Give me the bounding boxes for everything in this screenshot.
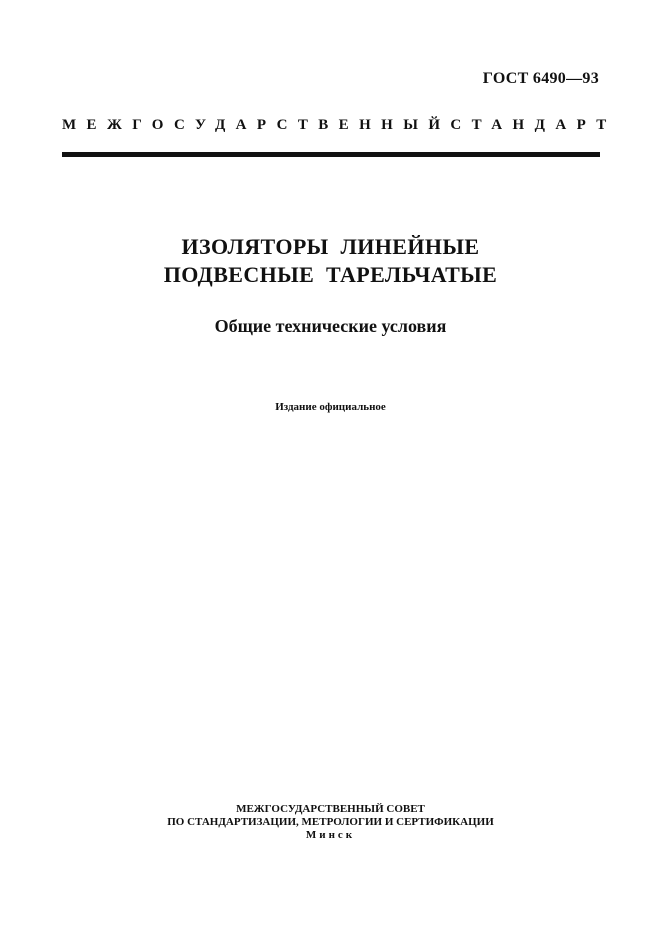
title-line-1: ИЗОЛЯТОРЫ ЛИНЕЙНЫЕ: [181, 234, 480, 259]
standard-type-word-interstate: МЕЖГОСУДАРСТВЕННЫЙ: [62, 117, 451, 133]
standard-type-heading: [62, 117, 617, 134]
edition-note: Издание официальное: [275, 401, 386, 413]
publisher-block: [0, 803, 661, 842]
publisher-line-2: ПО СТАНДАРТИЗАЦИИ, МЕТРОЛОГИИ И СЕРТИФИКАЦИИ: [167, 816, 494, 828]
document-subtitle: Общие технические условия: [214, 316, 447, 336]
gost-number: ГОСТ 6490—93: [482, 70, 599, 87]
title-line-2: ПОДВЕСНЫЕ ТАРЕЛЬЧАТЫЕ: [163, 262, 498, 287]
document-title: [0, 233, 661, 289]
publisher-city: Минск: [305, 829, 356, 841]
standard-type-word-standard: СТАНДАРТ: [450, 117, 617, 133]
header-rule: [62, 152, 600, 157]
publisher-line-1: МЕЖГОСУДАРСТВЕННЫЙ СОВЕТ: [236, 803, 425, 815]
